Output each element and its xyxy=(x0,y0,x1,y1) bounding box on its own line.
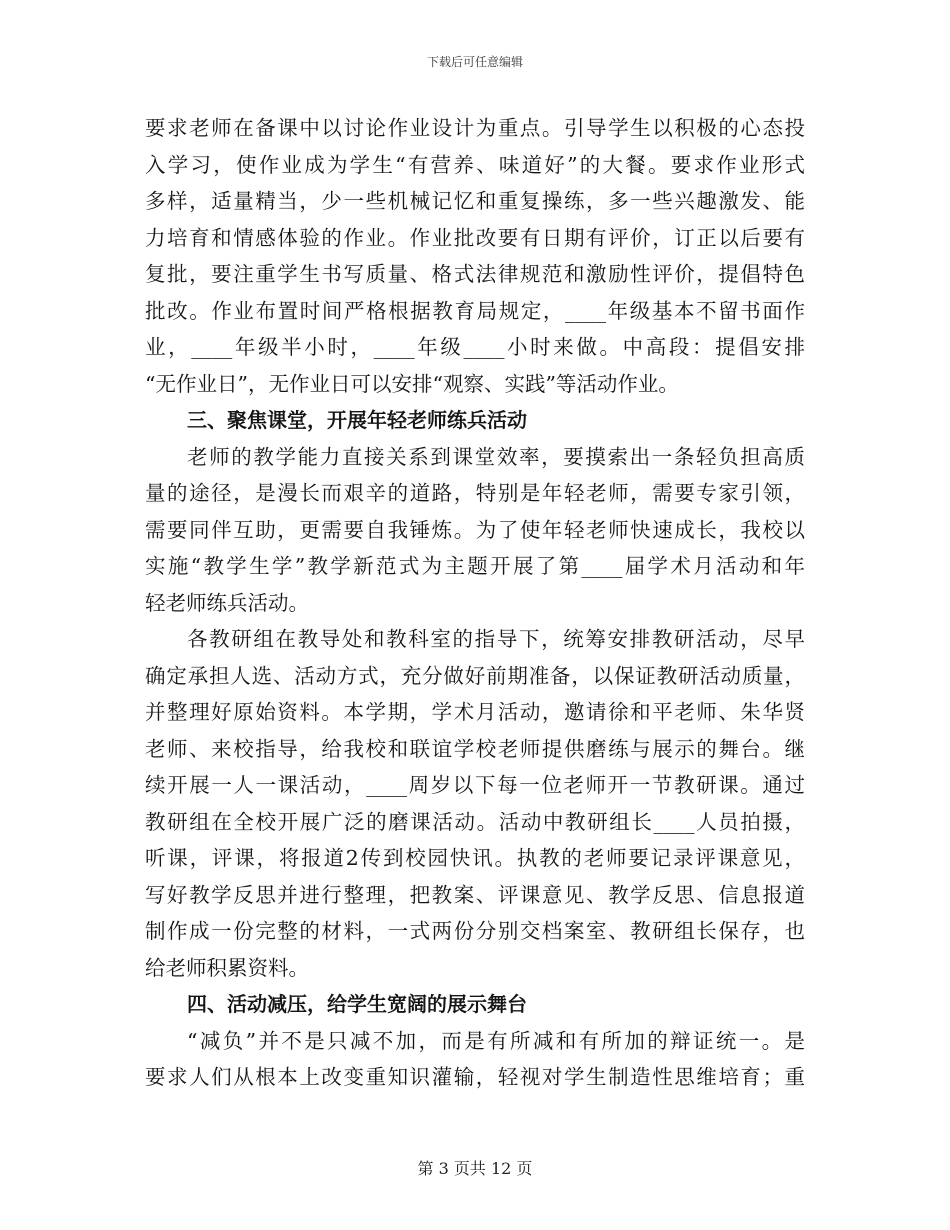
text-line: 要求老师在备课中以讨论作业设计为重点。引导学生以积极的心态投 xyxy=(145,116,805,140)
text-line: 制作成一份完整的材料，一式两份分别交档案室、教研组长保存，也 xyxy=(145,919,805,943)
page-footer: 第 3 页共 12 页 xyxy=(417,1159,533,1178)
text-line: 要求人们从根本上改变重知识灌输，轻视对学生制造性思维培育；重 xyxy=(145,1065,805,1089)
text-line: 复批，要注重学生书写质量、格式法律规范和激励性评价，提倡特色 xyxy=(145,262,805,286)
text-line: 教研组在全校开展广泛的磨课活动。活动中教研组长____人员拍摄， xyxy=(145,809,805,834)
paragraph xyxy=(145,621,805,986)
text-line: 给老师积累资料。 xyxy=(145,955,309,980)
paragraph xyxy=(145,110,805,402)
text-line: “无作业日”，无作业日可以安排“观察、实践”等活动作业。 xyxy=(145,371,679,396)
text-line: 确定承担人选、活动方式，充分做好前期准备，以保证教研活动质量， xyxy=(145,663,805,688)
text-line: 入学习，使作业成为学生“有营养、味道好”的大餐。要求作业形式 xyxy=(145,152,805,177)
text-line: 批改。作业布置时间严格根据教育局规定，____年级基本不留书面作 xyxy=(145,298,805,323)
text-line: 量的途径，是漫长而艰辛的道路，特别是年轻老师，需要专家引领， xyxy=(145,481,805,505)
text-line: 续开展一人一课活动，____周岁以下每一位老师开一节教研课。通过 xyxy=(145,773,805,797)
text-line: 轻老师练兵活动。 xyxy=(145,590,309,615)
text-line: 并整理好原始资料。本学期，学术月活动，邀请徐和平老师、朱华贤 xyxy=(145,700,805,724)
text-line: 实施“教学生学”教学新范式为主题开展了第____届学术月活动和年 xyxy=(145,554,805,578)
document-body xyxy=(145,110,805,1096)
text-line: 需要同伴互助，更需要自我锤炼。为了使年轻老师快速成长，我校以 xyxy=(145,517,805,542)
text-line: 各教研组在教导处和教科室的指导下，统筹安排教研活动，尽早 xyxy=(187,627,805,651)
section-heading: 四、活动减压，给学生宽阔的展示舞台 xyxy=(187,992,527,1016)
section-heading: 三、聚焦课堂，开展年轻老师练兵活动 xyxy=(187,408,527,432)
text-line: “减负”并不是只减不加，而是有所减和有所加的辩证统一。是 xyxy=(187,1028,805,1053)
text-line: 多样，适量精当，少一些机械记忆和重复操练，多一些兴趣激发、能 xyxy=(145,189,805,213)
text-line: 力培育和情感体验的作业。作业批改要有日期有评价，订正以后要有 xyxy=(145,225,805,250)
text-line: 写好教学反思并进行整理，把教案、评课意见、教学反思、信息报道 xyxy=(145,882,805,907)
text-line: 老师的教学能力直接关系到课堂效率，要摸索出一条轻负担高质 xyxy=(187,444,805,469)
text-line: 业，____年级半小时，____年级____小时来做。中高段：提倡安排 xyxy=(145,335,805,359)
page-header: 下载后可任意编辑 xyxy=(426,55,523,69)
paragraph xyxy=(145,439,805,622)
text-line: 老师、来校指导，给我校和联谊学校老师提供磨练与展示的舞台。继 xyxy=(145,736,805,761)
text-line: 听课，评课，将报道2传到校园快讯。执教的老师要记录评课意见， xyxy=(145,846,805,870)
paragraph xyxy=(145,1023,805,1096)
